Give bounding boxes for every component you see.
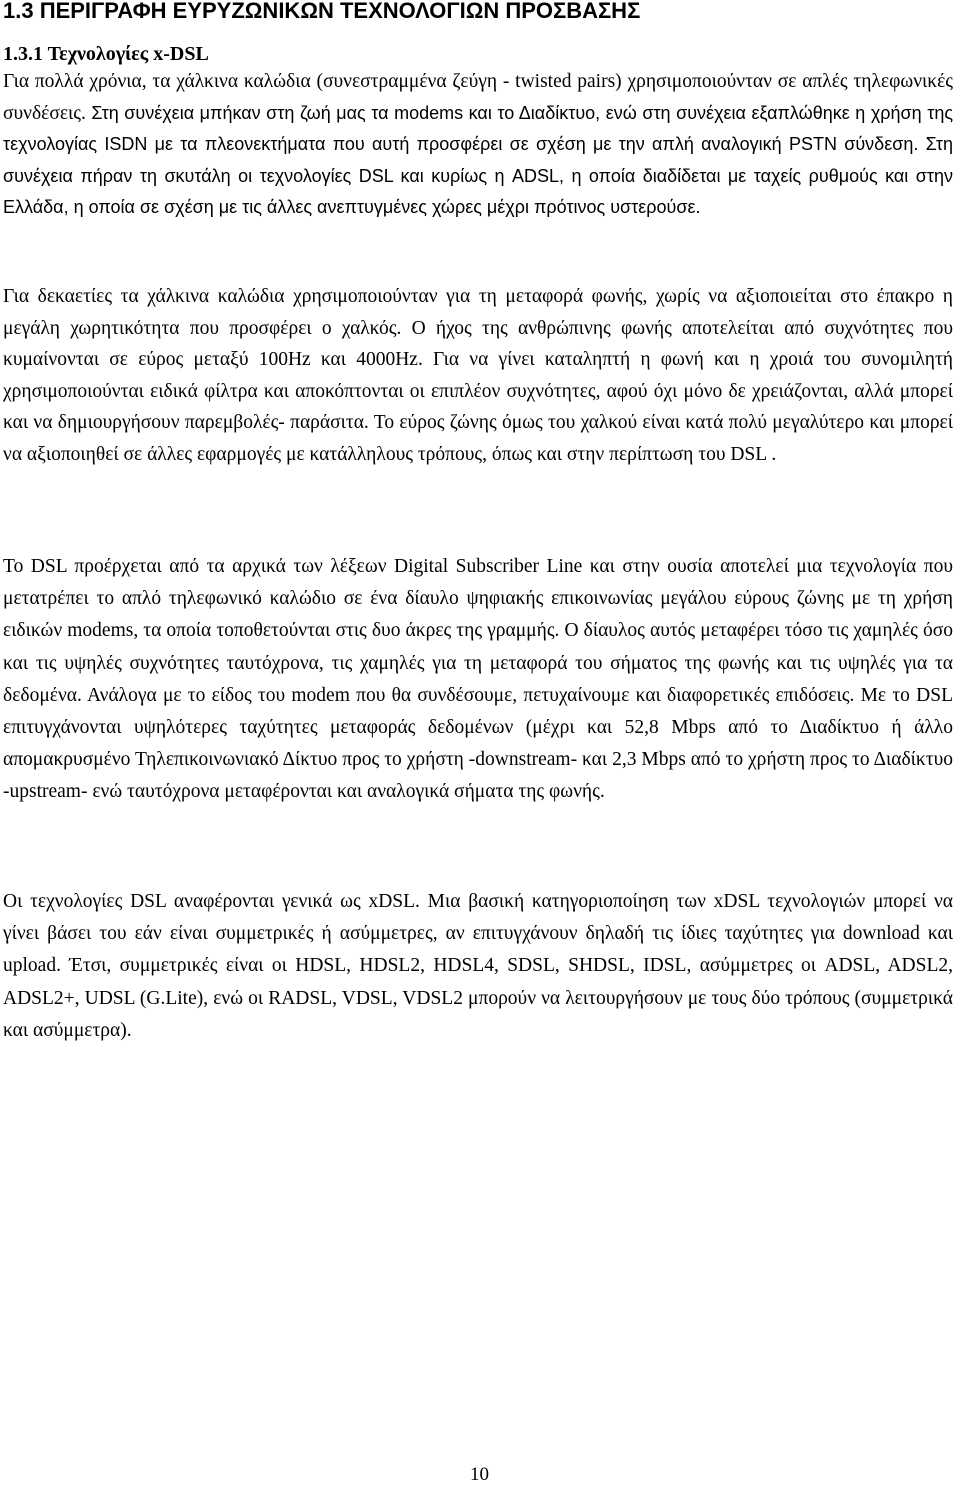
paragraph-4: Οι τεχνολογίες DSL αναφέρονται γενικά ως xDSL. Μια βασική κατηγοριοποίηση των xDSL τεχνολογιών μπορεί να γίνει βάσει του εάν είναι συμμετρικές ή ασύμμετρες, αν επιτυγχάνουν δηλαδή τις ίδιες ταχύτητες για download και upload. Έτσι, συμμετρικές είναι οι HDSL, HDSL2, HDSL4, SDSL, SHDSL, IDSL, ασύμμετρες οι ADSL, ADSL2, ADSL2+, UDSL (G.Lite), ενώ οι RADSL, VDSL, VDSL2 μπορούν να λειτουργήσουν με τους δύο τρόπους (συμμετρικά και ασύμμετρα).: [3, 891, 953, 1041]
paragraph-2: Για δεκαετίες τα χάλκινα καλώδια χρησιμοποιούνταν για τη μεταφορά φωνής, χωρίς να αξιοποιείται στο έπακρο η μεγάλη χωρητικότητα που προσφέρει ο χαλκός. Ο ήχος της ανθρώπινης φωνής αποτελείται από συχνότητες που κυμαίνονται σε εύρος μεταξύ 100Hz και 4000Hz. Για να γίνει καταληπτή η φωνή και η χροιά του συνομιλητή χρησιμοποιούνται ειδικά φίλτρα και αποκόπτονται οι επιπλέον συχνότητες, αφού όχι μόνο δε χρειάζονται, αλλά μπορεί και να δημιουργήσουν παρεμβολές- παράσιτα. Το εύρος ζώνης όμως του χαλκού είναι κατά πολύ μεγαλύτερο και μπορεί να αξιοποιηθεί σε άλλες εφαρμογές με κατάλληλους τρόπους, όπως και στην περίπτωση του DSL .: [3, 286, 953, 465]
page-number: 10: [470, 1464, 489, 1485]
paragraph-3: Το DSL προέρχεται από τα αρχικά των λέξεων Digital Subscriber Line και στην ουσία αποτελεί μια τεχνολογία που μετατρέπει το απλό τηλεφωνικό καλώδιο σε ένα δίαυλο ψηφιακής επικοινωνίας μεγάλου εύρους ζώνης με τη χρήση ειδικών modems, τα οποία τοποθετούνται στις δυο άκρες της γραμμής. Ο δίαυλος αυτός μεταφέρει τόσο τις χαμηλές όσο και τις υψηλές συχνότητες ταυτόχρονα, τις χαμηλές για τη μεταφορά του σήματος της φωνής και τις υψηλές για τα δεδομένα. Ανάλογα με το είδος του modem που θα συνδέσουμε, πετυχαίνουμε και διαφορετικές επιδόσεις. Με το DSL επιτυγχάνονται υψηλότερες ταχύτητες μεταφοράς δεδομένων (μέχρι και 52,8 Mbps από το Διαδίκτυο ή άλλο απομακρυσμένο Τηλεπικοινωνιακό Δίκτυο προς το χρήστη -downstream- και 2,3 Mbps από το χρήστη προς το Διαδίκτυο -upstream- ενώ ταυτόχρονα μεταφέρονται και αναλογικά σήματα της φωνής.: [3, 556, 953, 803]
paragraph-1-sans-text: Στη συνέχεια μπήκαν στη ζωή μας τα modems και το Διαδίκτυο, ενώ στη συνέχεια εξαπλώθηκε η χρήση της τεχνολογίας ISDN με τα πλεονεκτήματα που αυτή προσφέρει σε σχέση με την απλή αναλογική PSTN σύνδεση. Στη συνέχεια πήραν τη σκυτάλη οι τεχνολογίες DSL και κυρίως η ADSL, η οποία διαδίδεται με ταχείς ρυθμούς και στην Ελλάδα, η οποία σε σχέση με τις άλλες ανεπτυγμένες χώρες μέχρι πρότινος υστερούσε.: [3, 102, 953, 217]
paragraph-1-serif-text: Για πολλά χρόνια, τα χάλκινα καλώδια (συνεστραμμένα ζεύγη - twisted pairs) χρησιμοποιούνταν σε απλές τηλεφωνικές συνδέσεις.: [3, 71, 953, 124]
section-heading: 1.3 ΠΕΡΙΓΡΑΦΗ ΕΥΡΥΖΩΝΙΚΩΝ ΤΕΧΝΟΛΟΓΙΩΝ ΠΡΟΣΒΑΣΗΣ: [3, 0, 641, 23]
paragraph-1: [3, 66, 953, 224]
subsection-heading: 1.3.1 Τεχνολογίες x-DSL: [3, 43, 209, 65]
